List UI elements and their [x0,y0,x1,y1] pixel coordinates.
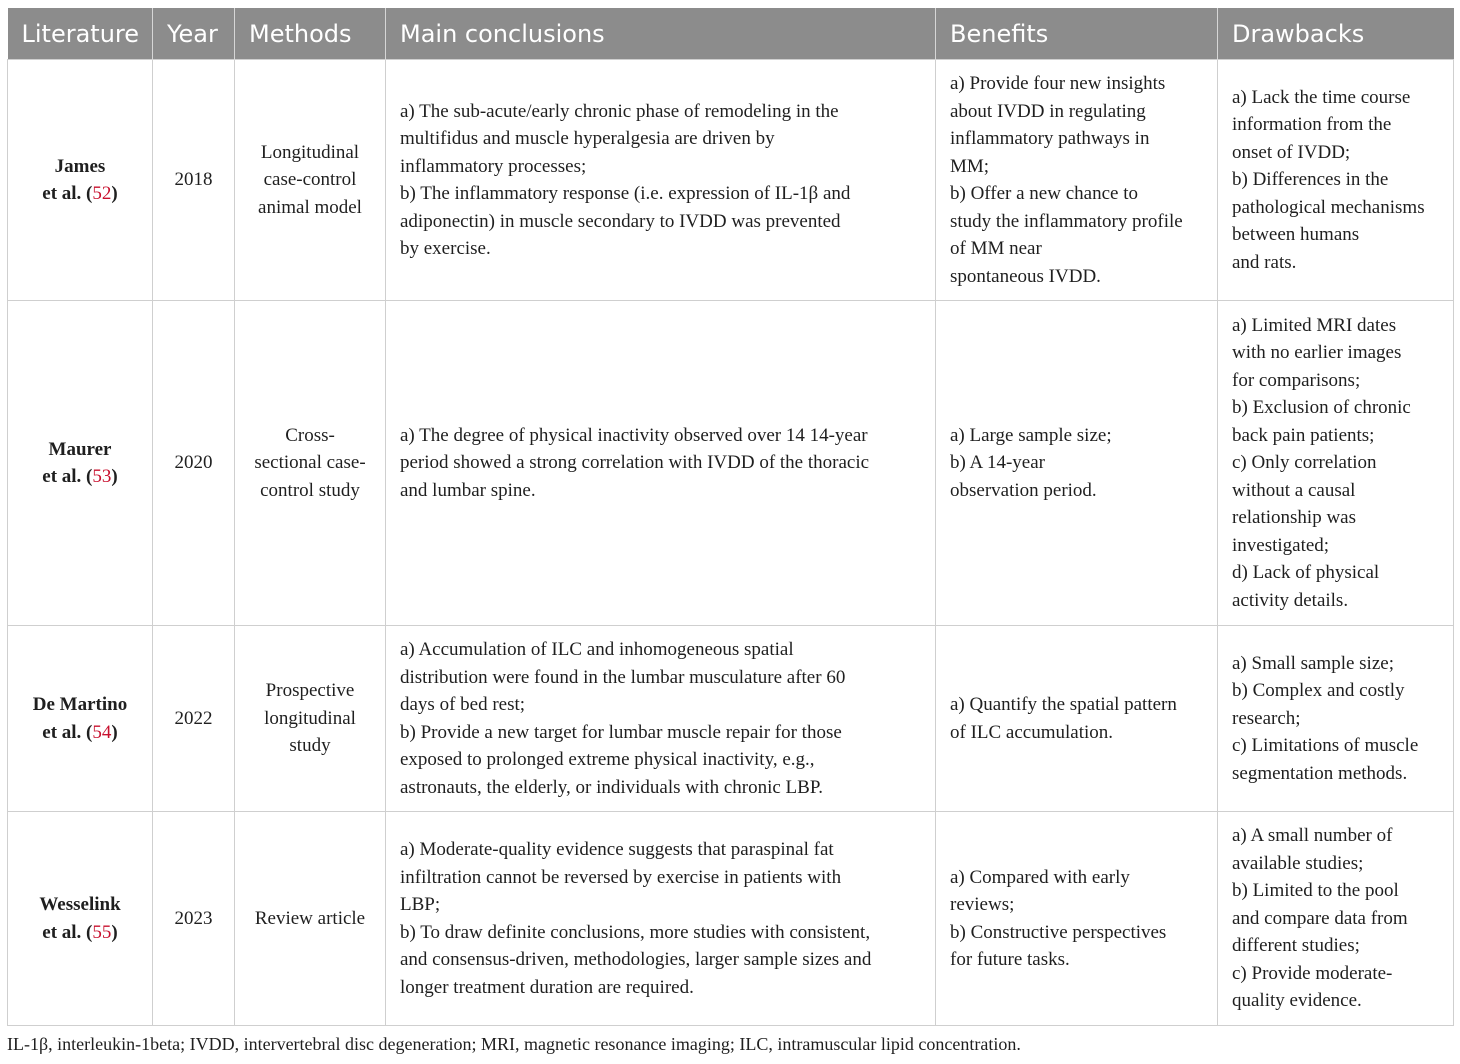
et-al-text: et al. ( [42,921,93,943]
methods-line: Cross- [285,424,335,446]
year-cell: 2018 [153,60,235,301]
conclusion-line: and lumbar spine. [400,479,536,501]
methods-line: control study [260,479,360,501]
drawback-line: a) A small number of [1232,825,1393,847]
conclusion-line: astronauts, the elderly, or individuals with chronic LBP. [400,776,824,798]
methods-line: longitudinal [264,707,356,729]
benefits-cell [936,60,1218,301]
benefit-line: observation period. [950,479,1097,501]
benefit-line: study the inflammatory profile [950,210,1183,232]
drawback-line: b) Exclusion of chronic [1232,397,1411,419]
conclusion-line: exposed to prolonged extreme physical inactivity, e.g., [400,749,815,770]
benefits-cell [936,301,1218,626]
literature-table-container [7,8,1453,1026]
et-al-text: et al. ( [42,721,93,743]
conclusions-cell [386,626,936,812]
drawback-line: research; [1232,707,1301,729]
conclusion-line: period showed a strong correlation with IVDD of the thoracic [400,452,870,474]
conclusions-cell [386,60,936,301]
drawback-line: c) Only correlation [1232,452,1377,474]
et-al-text: et al. ( [42,183,93,204]
benefit-line: a) Provide four new insights [950,73,1166,94]
drawback-line: for comparisons; [1232,369,1361,391]
conclusions-cell [386,812,936,1026]
table-row [8,301,1454,626]
year-cell: 2023 [153,812,235,1026]
conclusions-cell [386,301,936,626]
conclusion-line: infiltration cannot be reversed by exercise in patients with [400,866,842,888]
drawback-line: without a causal [1232,479,1356,501]
benefits-cell [936,812,1218,1026]
drawback-line: b) Limited to the pool [1232,880,1399,902]
conclusion-line: b) The inflammatory response (i.e. expression of IL-1β and [400,183,851,204]
header-drawbacks: Drawbacks [1218,8,1454,60]
methods-cell [235,301,386,626]
literature-cell [8,812,153,1026]
methods-line: animal model [258,196,362,218]
drawback-line: d) Lack of physical [1232,562,1380,584]
reference-link[interactable]: 54 [92,721,112,743]
literature-cell [8,301,153,626]
methods-line: sectional case- [254,452,366,474]
benefit-line: a) Compared with early [950,866,1130,888]
benefit-line: a) Quantify the spatial pattern [950,694,1177,715]
conclusion-line: and consensus-driven, methodologies, larger sample sizes and [400,949,872,970]
header-methods: Methods [235,8,386,60]
benefit-line: of MM near [950,238,1042,259]
benefits-cell [936,626,1218,812]
ref-close: ) [111,721,118,743]
header-main-conclusions: Main conclusions [386,8,936,60]
ref-close: ) [111,183,118,204]
drawback-line: a) Small sample size; [1232,652,1394,674]
conclusion-line: longer treatment duration are required. [400,976,694,998]
header-year: Year [153,8,235,60]
conclusion-line: by exercise. [400,238,491,259]
ref-close: ) [111,466,118,487]
drawbacks-cell [1218,812,1454,1026]
methods-line: Prospective [265,680,355,702]
literature-cell [8,60,153,301]
drawbacks-cell [1218,301,1454,626]
drawback-line: available studies; [1232,852,1364,874]
conclusion-line: days of bed rest; [400,694,526,715]
conclusion-line: a) The sub-acute/early chronic phase of remodeling in the [400,100,839,122]
benefit-line: b) A 14-year [950,452,1045,474]
methods-line: case-control [263,169,357,191]
conclusion-line: inflammatory processes; [400,155,587,177]
literature-cell [8,626,153,812]
drawback-line: b) Differences in the [1232,169,1389,191]
benefit-line: of ILC accumulation. [950,721,1114,743]
drawback-line: activity details. [1232,589,1349,611]
header-literature: Literature [8,8,153,60]
year-cell: 2020 [153,301,235,626]
conclusion-line: a) Accumulation of ILC and inhomogeneous spatial [400,639,794,660]
benefit-line: reviews; [950,894,1015,915]
reference-link[interactable]: 55 [92,921,112,943]
methods-line: Longitudinal [260,141,360,163]
benefit-line: a) Large sample size; [950,424,1112,446]
benefit-line: MM; [950,155,990,177]
conclusion-line: LBP; [400,894,441,915]
header-benefits: Benefits [936,8,1218,60]
reference-link[interactable]: 53 [92,466,112,487]
et-al-text: et al. ( [42,466,93,487]
methods-line: Review article [254,907,366,929]
ref-close: ) [111,921,118,943]
drawback-line: pathological mechanisms [1232,196,1425,218]
drawback-line: a) Limited MRI dates [1232,314,1397,336]
drawback-line: relationship was [1232,507,1357,529]
drawback-line: a) Lack the time course [1232,86,1411,108]
drawbacks-cell [1218,626,1454,812]
benefit-line: for future tasks. [950,949,1070,970]
year-cell: 2022 [153,626,235,812]
drawback-line: information from the [1232,114,1392,136]
benefit-line: inflammatory pathways in [950,128,1150,149]
methods-line: study [289,735,331,757]
benefit-line: about IVDD in regulating [950,100,1146,122]
drawbacks-cell [1218,60,1454,301]
drawback-line: back pain patients; [1232,424,1375,446]
conclusion-line: adiponectin) in muscle secondary to IVDD was prevented [400,210,841,232]
conclusion-line: a) Moderate-quality evidence suggests that paraspinal fat [400,839,834,860]
author-name: De Martino [32,694,128,715]
author-name: Maurer [48,438,112,460]
drawback-line: investigated; [1232,534,1330,556]
methods-cell [235,812,386,1026]
benefit-line: b) Offer a new chance to [950,183,1138,204]
benefit-line: b) Constructive perspectives [950,921,1167,943]
drawback-line: c) Provide moderate- [1232,962,1393,984]
drawback-line: with no earlier images [1232,342,1402,364]
conclusion-line: multifidus and muscle hyperalgesia are driven by [400,128,775,149]
literature-table [7,8,1454,1026]
table-row [8,626,1454,812]
drawback-line: quality evidence. [1232,990,1362,1012]
table-row [8,60,1454,301]
table-footnote: IL-1β, interleukin-1beta; IVDD, intervertebral disc degeneration; MRI, magnetic resonance imaging; ILC, intramuscular lipid concentration. [7,1034,1021,1054]
conclusion-line: a) The degree of physical inactivity observed over 14 14-year [400,424,868,446]
author-name: Wesselink [39,894,121,915]
drawback-line: and compare data from [1232,907,1408,929]
benefit-line: spontaneous IVDD. [950,265,1101,287]
methods-cell [235,626,386,812]
drawback-line: segmentation methods. [1232,762,1408,784]
drawback-line: between humans [1232,224,1360,246]
reference-link[interactable]: 52 [92,183,112,204]
methods-cell [235,60,386,301]
drawback-line: onset of IVDD; [1232,141,1351,163]
conclusion-line: b) Provide a new target for lumbar muscle repair for those [400,721,842,743]
drawback-line: b) Complex and costly [1232,680,1405,702]
table-row [8,812,1454,1026]
conclusion-line: b) To draw definite conclusions, more studies with consistent, [400,921,871,943]
drawback-line: different studies; [1232,935,1360,957]
table-header-row [8,8,1454,60]
conclusion-line: distribution were found in the lumbar musculature after 60 [400,666,846,688]
drawback-line: c) Limitations of muscle [1232,735,1419,757]
author-name: James [54,155,106,177]
drawback-line: and rats. [1232,251,1297,273]
